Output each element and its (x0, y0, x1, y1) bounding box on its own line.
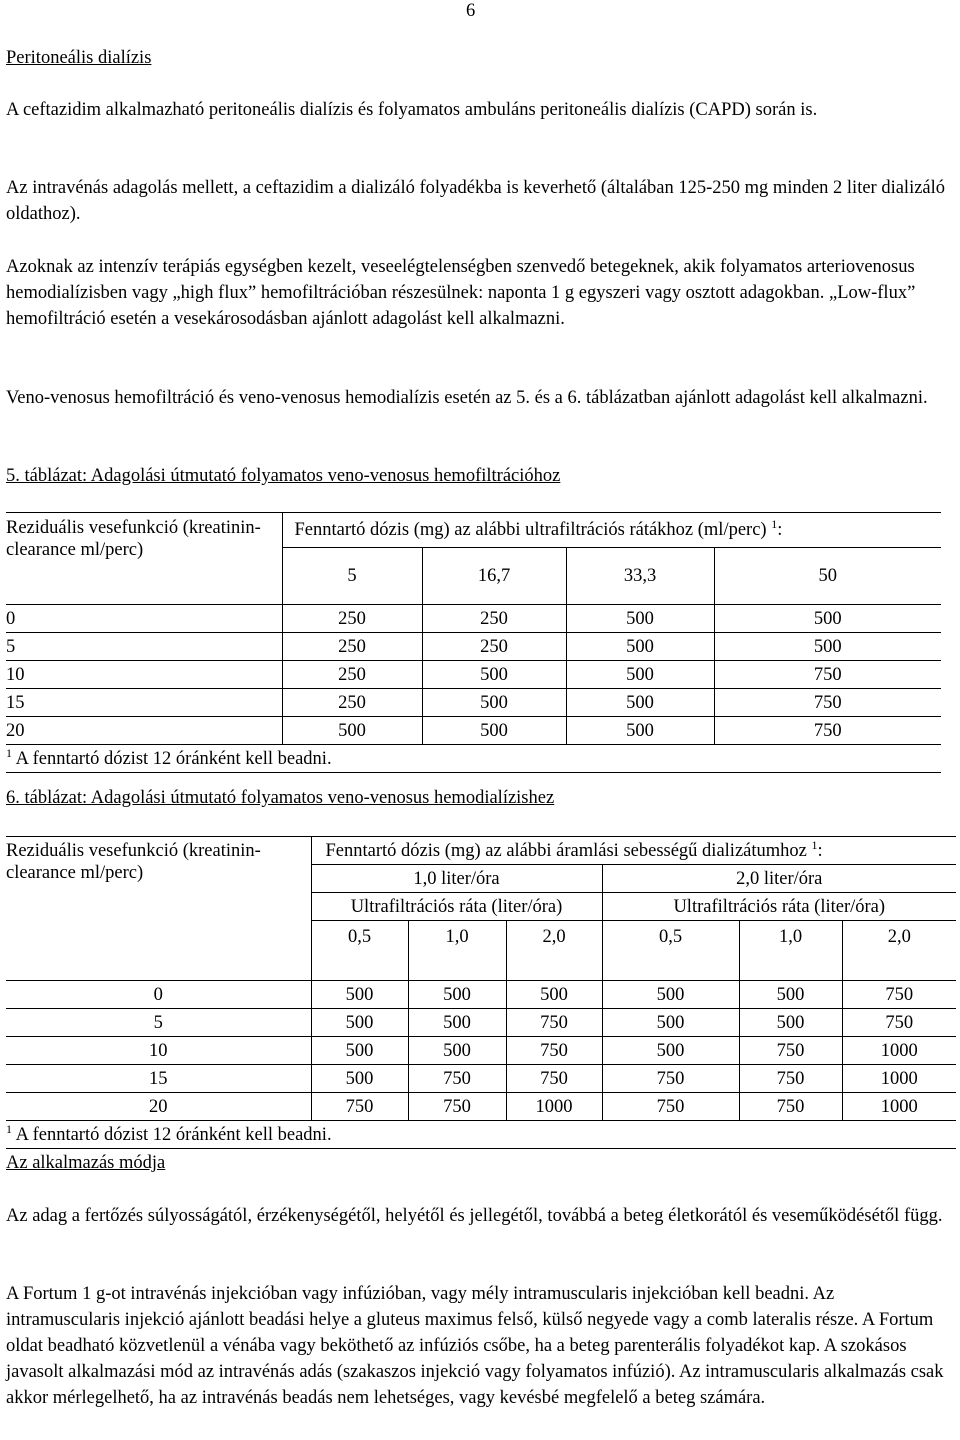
paragraph-dose-factors: Az adag a fertőzés súlyosságától, érzékenységétől, helyétől és jellegétől, továbbá a beteg életkorától és veseműködésétől függ. (6, 1206, 943, 1226)
paragraph-dialysate: Az intravénás adagolás mellett, a ceftazidim a dializáló folyadékba is keverhető (általában 125-250 mg minden 2 liter dializáló oldathoz). (6, 178, 946, 224)
table-cell: 1000 (842, 1065, 956, 1093)
table6 (6, 836, 956, 1149)
table-cell: 750 (602, 1093, 739, 1121)
table-cell: 250 (422, 605, 566, 633)
paragraph-administration-route: A Fortum 1 g-ot intravénás injekcióban vagy infúzióban, vagy mély intramuscularis injekcióban kell beadni. Az intramuscularis injekció ajánlott beadási helye a gluteus maximus felső, külső negyede vagy a comb lateralis része. A Fortum oldat beadható közvetlenül a vénába vagy beköthető az infúziós csőbe, ha a beteg parenterális folyadékot kap. A szokásos javasolt alkalmazási mód az intravénás adás (szakaszos injekció vagy folyamatos infúzió). Az intramuscularis alkalmazás csak akkor mérlegelhető, ha az intravénás beadás nem lehetséges, vagy kevésbé megfelelő a beteg számára. (6, 1284, 944, 1408)
table-cell: 1000 (842, 1037, 956, 1065)
table-cell: 20 (6, 717, 282, 745)
table-cell: 750 (714, 689, 941, 717)
table-cell: 500 (311, 1009, 408, 1037)
table-cell: 500 (739, 1009, 842, 1037)
table-cell: 500 (422, 717, 566, 745)
table6-dose-header: Fenntartó dózis (mg) az alábbi áramlási sebességű dializátumhoz $^1$: (311, 837, 956, 865)
table-cell: 15 (6, 1065, 311, 1093)
page-number: 6 (466, 1, 476, 21)
table-cell: 250 (282, 661, 422, 689)
table-cell: 750 (506, 1065, 602, 1093)
table-cell: 500 (739, 981, 842, 1009)
table5-rate: 50 (714, 548, 941, 605)
table-row (6, 1093, 956, 1121)
table-cell: 250 (282, 605, 422, 633)
table-cell: 500 (566, 633, 714, 661)
table-cell: 500 (566, 605, 714, 633)
table6-uf-value: 1,0 (739, 921, 842, 954)
table-row (6, 1065, 956, 1093)
table6-uf-value: 2,0 (506, 921, 602, 954)
table-cell: 750 (739, 1065, 842, 1093)
table-cell: 750 (739, 1093, 842, 1121)
table-cell: 500 (282, 717, 422, 745)
table-cell: 500 (714, 605, 941, 633)
table6-uf-value: 1,0 (408, 921, 506, 954)
table-cell: 250 (422, 633, 566, 661)
table5-footnote: $^1$ A fenntartó dózist 12 óránként kell beadni. (6, 745, 941, 773)
table6-uf-label: Ultrafiltrációs ráta (liter/óra) (311, 893, 602, 921)
table-cell: 500 (311, 1037, 408, 1065)
table6-flow-group: 2,0 liter/óra (602, 865, 956, 893)
table5-rate: 33,3 (566, 548, 714, 605)
table-cell: 500 (602, 981, 739, 1009)
paragraph-capd: A ceftazidim alkalmazható peritoneális dialízis és folyamatos ambuláns peritoneális dialízis (CAPD) során is. (6, 100, 818, 120)
paragraph-intensive-care: Azoknak az intenzív terápiás egységben kezelt, veseelégtelenségben szenvedő betegeknek, akik folyamatos arteriovenosus hemodialízisben vagy „high flux” hemofiltrációban részesülnek: naponta 1 g egyszeri vagy osztott adagokban. „Low-flux” hemofiltráció esetén a vesekárosodásban ajánlott adagolást kell alkalmazni. (6, 257, 916, 329)
table-cell: 500 (566, 689, 714, 717)
table5-rate: 16,7 (422, 548, 566, 605)
table6-uf-value: 0,5 (311, 921, 408, 954)
table5-caption: 5. táblázat: Adagolási útmutató folyamatos veno-venosus hemofiltrációhoz (6, 466, 561, 486)
table-row (6, 1009, 956, 1037)
table-cell: 750 (714, 661, 941, 689)
table-cell: 1000 (842, 1093, 956, 1121)
table6-caption: 6. táblázat: Adagolási útmutató folyamatos veno-venosus hemodialízishez (6, 788, 555, 808)
table-cell: 500 (506, 981, 602, 1009)
table-cell: 500 (422, 661, 566, 689)
table-cell: 750 (842, 1009, 956, 1037)
table5-rate: 5 (282, 548, 422, 605)
table-row (6, 605, 941, 633)
table-row (6, 689, 941, 717)
table6-uf-value: 0,5 (602, 921, 739, 954)
table5-col1-header: Reziduális vesefunkció (kreatinin-clearance ml/perc) (6, 513, 282, 605)
table-row (6, 717, 941, 745)
table6-flow-group: 1,0 liter/óra (311, 865, 602, 893)
table-cell: 15 (6, 689, 282, 717)
table-cell: 750 (842, 981, 956, 1009)
table5 (6, 512, 941, 773)
table-cell: 750 (408, 1093, 506, 1121)
table-cell: 500 (566, 717, 714, 745)
table6-uf-value: 2,0 (842, 921, 956, 954)
table-cell: 1000 (506, 1093, 602, 1121)
table-row (6, 661, 941, 689)
section-heading-administration: Az alkalmazás módja (6, 1153, 166, 1173)
table6-uf-label: Ultrafiltrációs ráta (liter/óra) (602, 893, 956, 921)
table-row (6, 981, 956, 1009)
table-cell: 500 (408, 1009, 506, 1037)
table-cell: 500 (408, 1037, 506, 1065)
table-cell: 500 (602, 1009, 739, 1037)
section-heading-peritoneal: Peritoneális dialízis (6, 48, 152, 68)
table-cell: 10 (6, 661, 282, 689)
table6-col1-header: Reziduális vesefunkció (kreatinin-clearance ml/perc) (6, 837, 311, 954)
table-cell: 500 (602, 1037, 739, 1065)
table-cell: 0 (6, 981, 311, 1009)
table-cell: 20 (6, 1093, 311, 1121)
table-cell: 10 (6, 1037, 311, 1065)
table-cell: 500 (714, 633, 941, 661)
table6-footnote: $^1$ A fenntartó dózist 12 óránként kell beadni. (6, 1121, 956, 1149)
table-cell: 750 (311, 1093, 408, 1121)
table-cell: 5 (6, 633, 282, 661)
table-cell: 0 (6, 605, 282, 633)
table-cell: 500 (311, 981, 408, 1009)
table-cell: 250 (282, 633, 422, 661)
table-row (6, 633, 941, 661)
table-cell: 500 (311, 1065, 408, 1093)
table-cell: 500 (566, 661, 714, 689)
table-cell: 5 (6, 1009, 311, 1037)
table-cell: 250 (282, 689, 422, 717)
table5-dose-header: Fenntartó dózis (mg) az alábbi ultrafiltrációs rátákhoz (ml/perc) $^1$: (282, 513, 941, 548)
table-row (6, 1037, 956, 1065)
table-cell: 750 (408, 1065, 506, 1093)
table-cell: 500 (422, 689, 566, 717)
table-cell: 750 (506, 1009, 602, 1037)
paragraph-veno-venosus: Veno-venosus hemofiltráció és veno-venosus hemodialízis esetén az 5. és a 6. táblázatban ajánlott adagolást kell alkalmazni. (6, 388, 928, 408)
table-cell: 750 (739, 1037, 842, 1065)
table-cell: 750 (506, 1037, 602, 1065)
table-cell: 500 (408, 981, 506, 1009)
table-cell: 750 (714, 717, 941, 745)
table-cell: 750 (602, 1065, 739, 1093)
